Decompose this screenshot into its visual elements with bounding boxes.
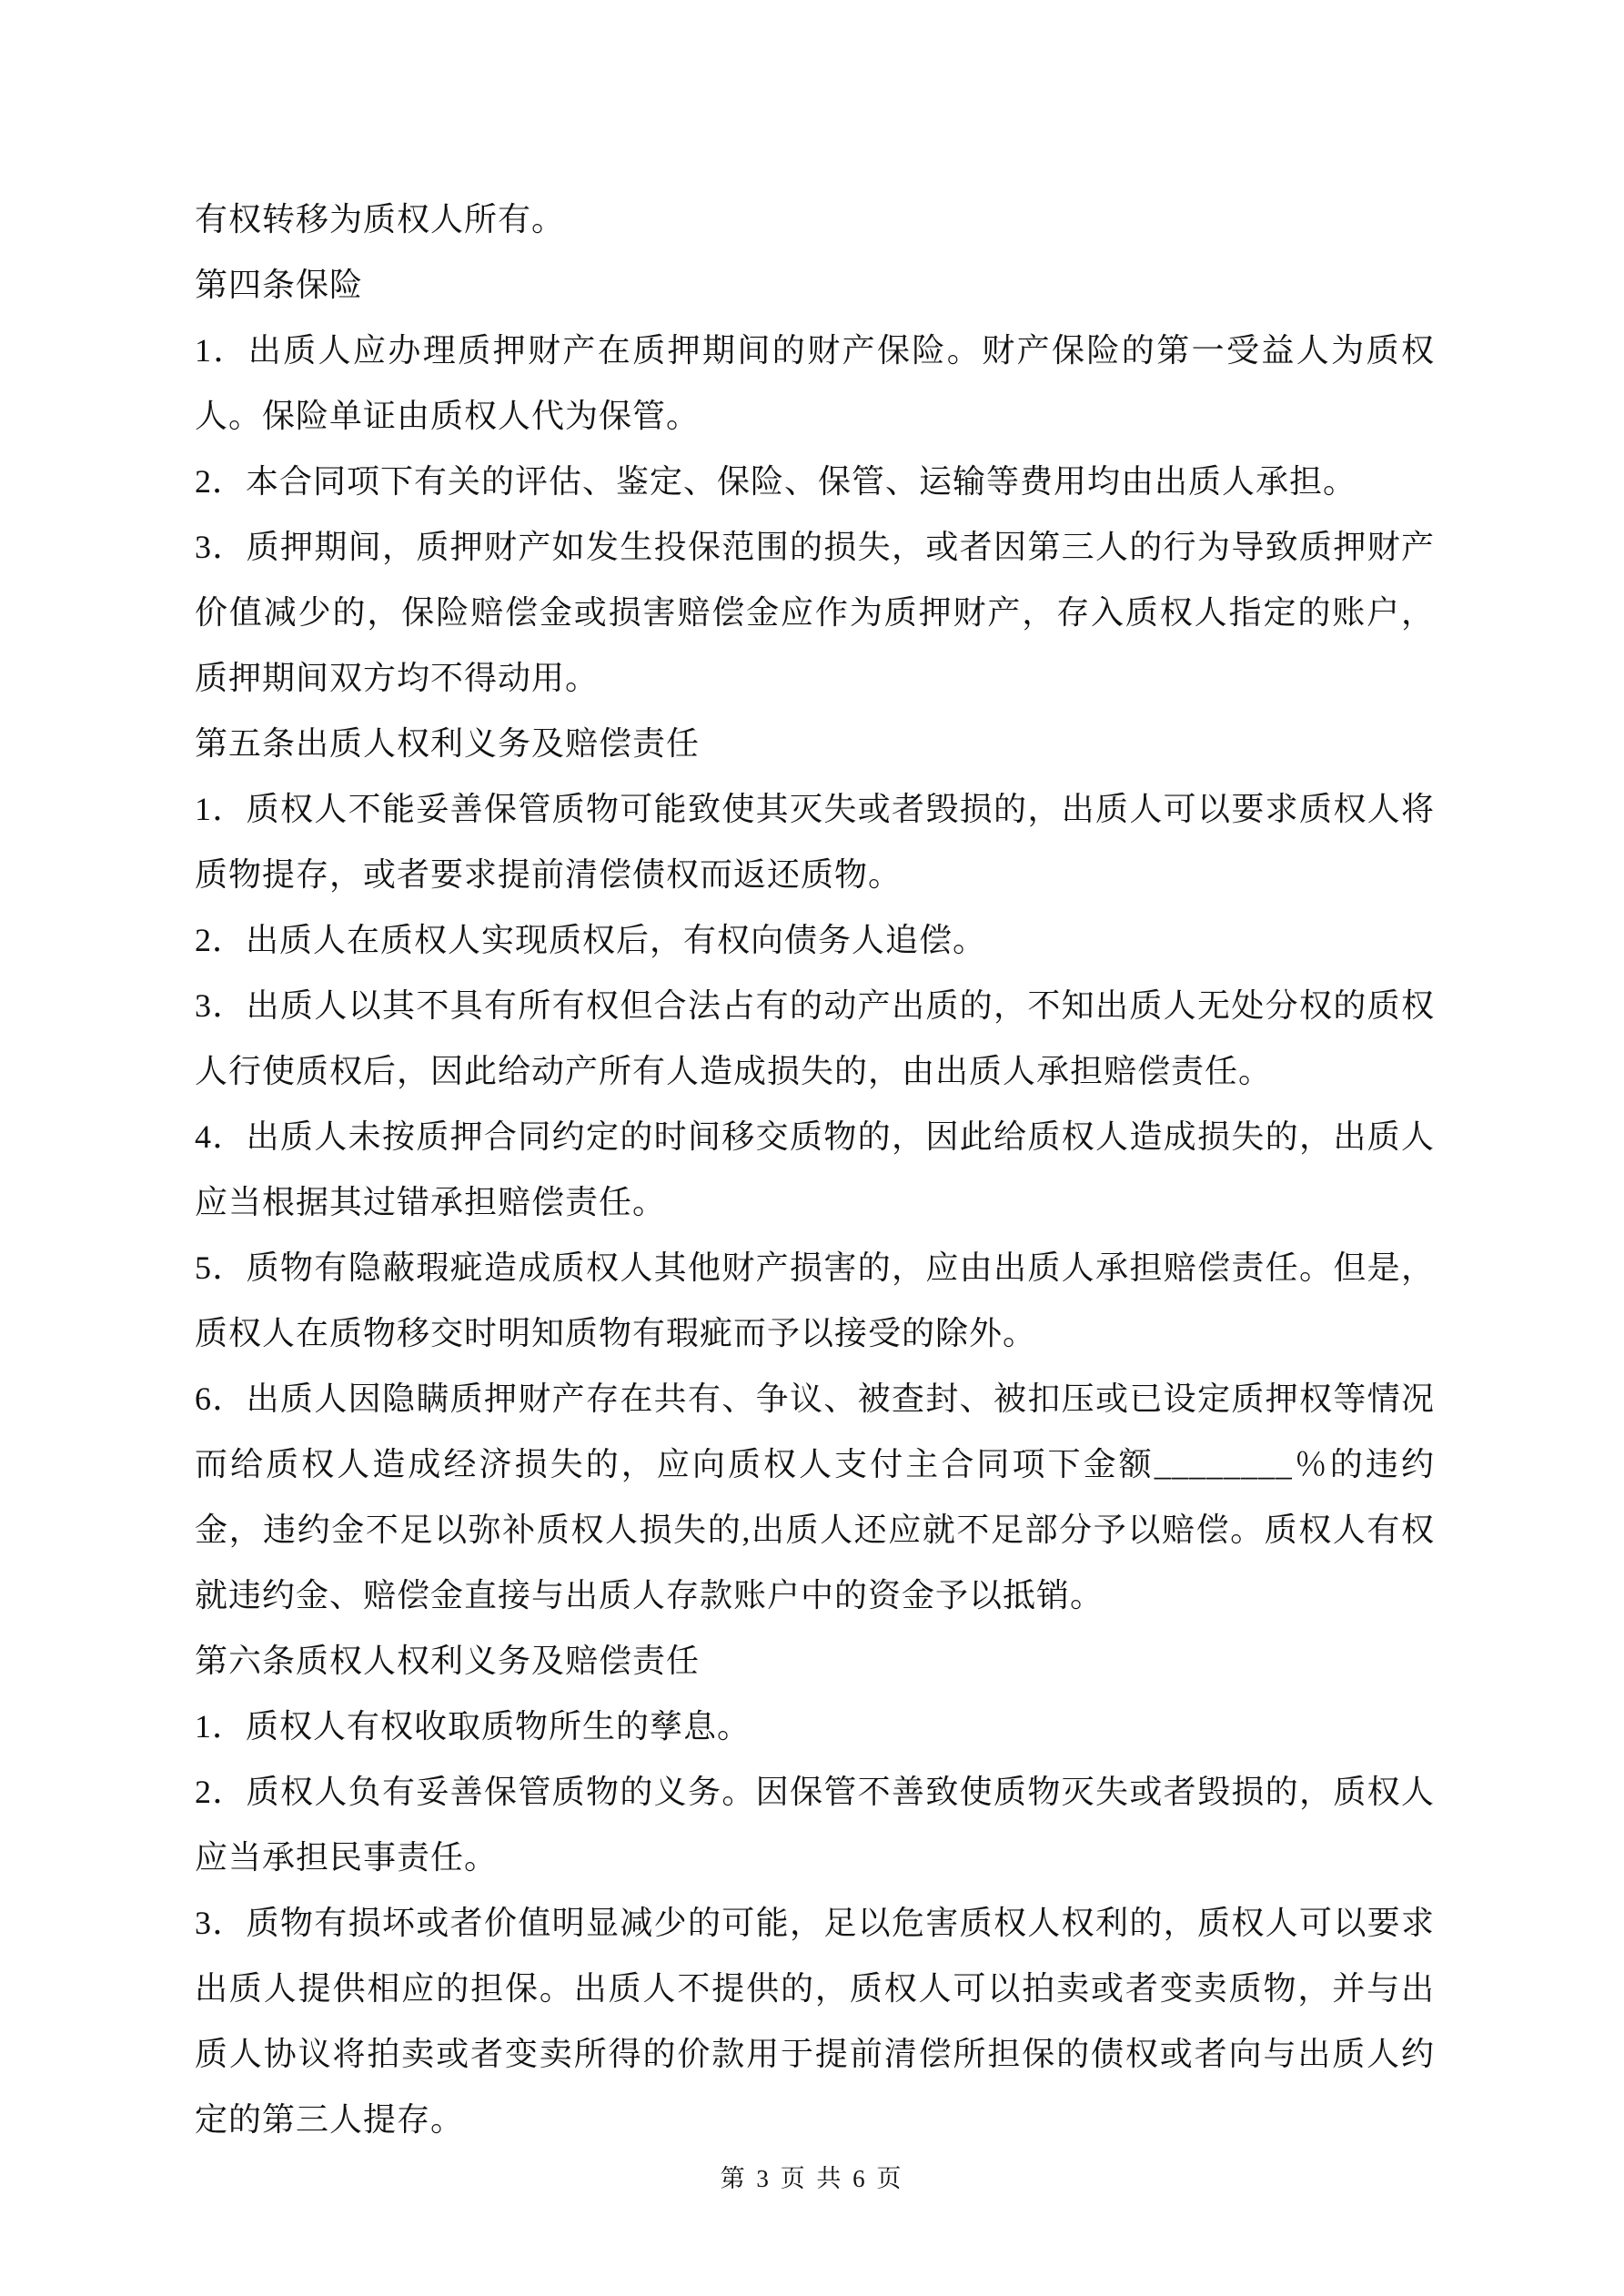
paragraph: 2．出质人在质权人实现质权后，有权向债务人追偿。 [195, 922, 987, 958]
paragraph: 3．质押期间，质押财产如发生投保范围的损失，或者因第三人的行为导致质押财产价值减少的，保险赔偿金或损害赔偿金应作为质押财产，存入质权人指定的账户，质押期间双方均不得动用。 [195, 529, 1435, 696]
paragraph: 5．质物有隐蔽瑕疵造成质权人其他财产损害的，应由出质人承担赔偿责任。但是，质权人在质物移交时明知质物有瑕疵而予以接受的除外。 [195, 1249, 1435, 1351]
document-body [195, 187, 1435, 2152]
section-heading: 第五条出质人权利义务及赔偿责任 [195, 725, 701, 762]
paragraph: 有权转移为质权人所有。 [195, 201, 566, 238]
paragraph: 3．质物有损坏或者价值明显减少的可能，足以危害质权人权利的，质权人可以要求出质人提供相应的担保。出质人不提供的，质权人可以拍卖或者变卖质物，并与出质人协议将拍卖或者变卖所得的价款用于提前清偿所担保的债权或者向与出质人约定的第三人提存。 [195, 1905, 1435, 2138]
section-heading: 第四条保险 [195, 267, 364, 303]
paragraph: 3．出质人以其不具有所有权但合法占有的动产出质的，不知出质人无处分权的质权人行使质权后，因此给动产所有人造成损失的，由出质人承担赔偿责任。 [195, 987, 1435, 1089]
page-footer: 第 3 页 共 6 页 [720, 2165, 904, 2192]
paragraph: 1．出质人应办理质押财产在质押期间的财产保险。财产保险的第一受益人为质权人。保险单证由质权人代为保管。 [195, 332, 1435, 434]
paragraph: 2．质权人负有妥善保管质物的义务。因保管不善致使质物灭失或者毁损的，质权人应当承担民事责任。 [195, 1774, 1435, 1876]
paragraph: 6．出质人因隐瞒质押财产存在共有、争议、被查封、被扣压或已设定质押权等情况而给质权人造成经济损失的，应向质权人支付主合同项下金额________％的违约金，违约金不足以弥补质权人损失的,出质人还应就不足部分予以赔偿。质权人有权就违约金、赔偿金直接与出质人存款账户中的资金予以抵销。 [195, 1381, 1435, 1613]
paragraph: 1．质权人不能妥善保管质物可能致使其灭失或者毁损的，出质人可以要求质权人将质物提存，或者要求提前清偿债权而返还质物。 [195, 791, 1435, 893]
paragraph: 2．本合同项下有关的评估、鉴定、保险、保管、运输等费用均由出质人承担。 [195, 463, 1357, 500]
paragraph: 4．出质人未按质押合同约定的时间移交质物的，因此给质权人造成损失的，出质人应当根据其过错承担赔偿责任。 [195, 1118, 1435, 1220]
paragraph: 1．质权人有权收取质物所生的孳息。 [195, 1708, 751, 1745]
section-heading: 第六条质权人权利义务及赔偿责任 [195, 1643, 701, 1679]
